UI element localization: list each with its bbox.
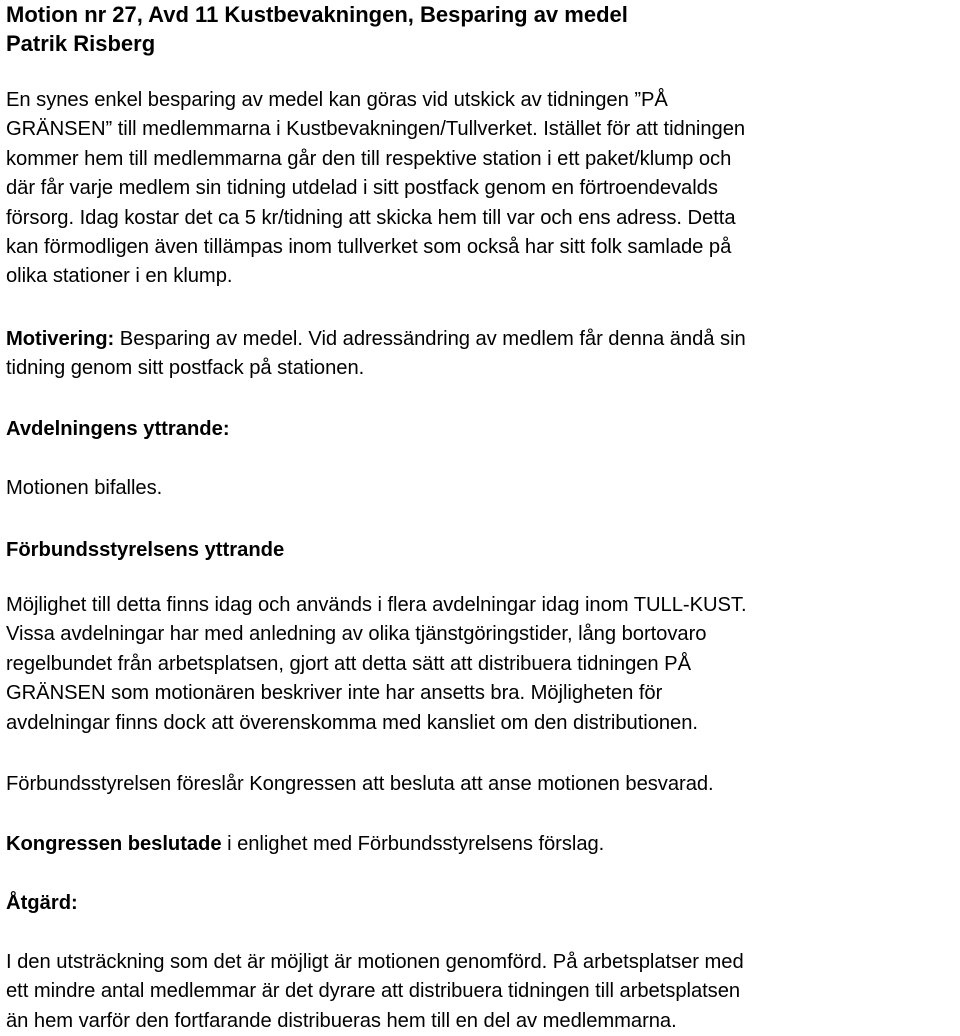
title-line-1: Motion nr 27, Avd 11 Kustbevakningen, Besparing av medel — [6, 2, 628, 27]
intro-line: GRÄNSEN” till medlemmarna i Kustbevakningen/Tullverket. Istället för att tidningen — [6, 118, 746, 141]
atgard-line: ett mindre antal medlemmar är det dyrare att distribuera tidningen till arbetsplatsen — [6, 980, 741, 1003]
motivering-paragraph — [6, 325, 746, 384]
avdelning-heading: Avdelningens yttrande: — [6, 418, 230, 440]
motion-title — [6, 0, 628, 58]
motivering-line — [6, 325, 746, 354]
atgard-line: än hem varför den fortfarande distribueras hem till en del av medlemmarna. — [6, 1009, 677, 1032]
forbund-line: Möjlighet till detta finns idag och används i flera avdelningar idag inom TULL-KUST. — [6, 594, 747, 616]
beslut-label: Kongressen beslutade — [6, 833, 222, 855]
title-line-2: Patrik Risberg — [6, 31, 156, 56]
intro-paragraph — [6, 86, 745, 292]
intro-line: försorg. Idag kostar det ca 5 kr/tidning att skicka hem till var och ens adress. Detta — [6, 206, 736, 229]
forbund-line: GRÄNSEN som motionären beskriver inte har ansetts bra. Möjligheten för — [6, 682, 663, 705]
intro-line: olika stationer i en klump. — [6, 265, 233, 288]
forbund-line: Vissa avdelningar har med anledning av olika tjänstgöringstider, lång bortovaro — [6, 623, 707, 646]
forbund-heading: Förbundsstyrelsens yttrande — [6, 539, 285, 561]
beslut-text: i enlighet med Förbundsstyrelsens förslag. — [221, 833, 605, 855]
forbund-paragraph — [6, 591, 747, 738]
intro-line: kan förmodligen även tillämpas inom tullverket som också har sitt folk samlade på — [6, 236, 732, 259]
intro-line: En synes enkel besparing av medel kan göras vid utskick av tidningen ”PÅ — [6, 89, 668, 111]
motivering-text: Besparing av medel. Vid adressändring av medlem får denna ändå sin — [114, 328, 746, 350]
intro-line: där får varje medlem sin tidning utdelad i sitt postfack genom en förtroendevalds — [6, 177, 718, 200]
motivering-line: tidning genom sitt postfack på stationen. — [6, 357, 365, 380]
forbund-proposal: Förbundsstyrelsen föreslår Kongressen att besluta att anse motionen besvarad. — [6, 773, 714, 795]
atgard-paragraph — [6, 948, 744, 1036]
beslut-line — [6, 830, 604, 859]
atgard-heading: Åtgärd: — [6, 892, 78, 914]
intro-line: kommer hem till medlemmarna går den till respektive station i ett paket/klump och — [6, 147, 732, 170]
forbund-line: avdelningar finns dock att överenskomma med kansliet om den distributionen. — [6, 711, 698, 734]
atgard-line: I den utsträckning som det är möjligt är motionen genomförd. På arbetsplatser med — [6, 951, 744, 973]
motivering-label: Motivering: — [6, 328, 115, 350]
forbund-line: regelbundet från arbetsplatsen, gjort att detta sätt att distribuera tidningen PÅ — [6, 652, 691, 675]
avdelning-text: Motionen bifalles. — [6, 477, 163, 499]
